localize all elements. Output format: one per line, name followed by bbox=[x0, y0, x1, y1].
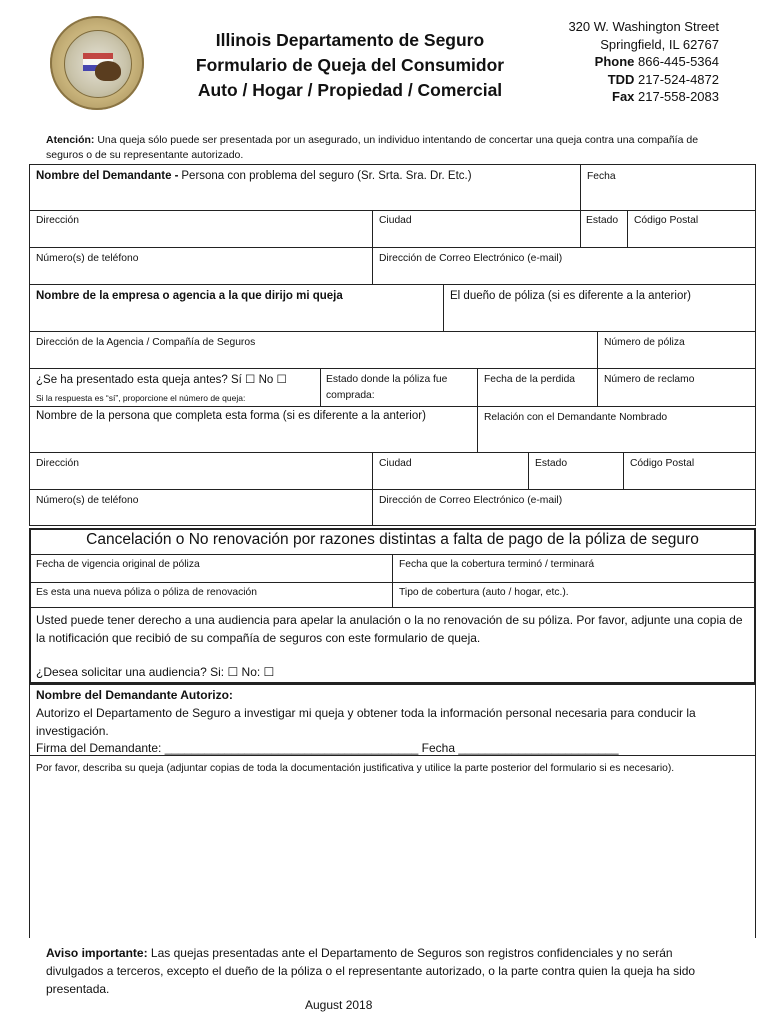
title-line-1: Illinois Departamento de Seguro bbox=[215, 30, 485, 50]
attention-label: Atención: bbox=[46, 134, 95, 146]
title-line-2: Formulario de Queja del Consumidor bbox=[195, 55, 505, 75]
city-field[interactable]: Ciudad bbox=[379, 215, 412, 226]
new-or-renewal-field[interactable]: Es esta una nueva póliza o póliza de renovación bbox=[36, 587, 257, 598]
important-notice bbox=[46, 944, 726, 998]
claim-number-field[interactable]: Número de reclamo bbox=[604, 374, 695, 385]
preparer-zip-field[interactable]: Código Postal bbox=[630, 458, 695, 469]
phone-field[interactable]: Número(s) de teléfono bbox=[36, 253, 139, 264]
agency-address-field[interactable]: Dirección de la Agencia / Compañía de Seguros bbox=[36, 337, 256, 348]
seal-center bbox=[64, 30, 132, 98]
notice-text: Las quejas presentadas ante el Departamento de Seguros son registros confidenciales y no serán divulgados a terceros, excepto el dueño de la póliza o el representante autorizado, o la parte contra quien la queja ha sido presentada. bbox=[46, 946, 696, 996]
state-purchased-field[interactable]: Estado donde la póliza fue comprada: bbox=[326, 374, 448, 401]
hearing-checkboxes[interactable]: ¿Desea solicitar una audiencia? Si: ☐ No: ☐ bbox=[36, 665, 275, 679]
company-field[interactable]: Nombre de la empresa o agencia a la que dirijo mi queja bbox=[36, 290, 343, 302]
email-field[interactable]: Dirección de Correo Electrónico (e-mail) bbox=[379, 253, 563, 264]
address-phone: Phone 866-445-5364 bbox=[594, 54, 719, 69]
notice-label: Aviso importante: bbox=[46, 946, 148, 960]
preparer-address-field[interactable]: Dirección bbox=[36, 458, 79, 469]
preparer-state-field[interactable]: Estado bbox=[535, 458, 568, 469]
address-street: 320 W. Washington Street bbox=[568, 19, 719, 34]
state-seal-logo bbox=[50, 16, 144, 110]
preparer-name-field[interactable]: Nombre de la persona que completa esta forma (si es diferente a la anterior) bbox=[36, 410, 426, 422]
address-tdd: TDD 217-524-4872 bbox=[607, 71, 719, 87]
preparer-phone-field[interactable]: Número(s) de teléfono bbox=[36, 495, 139, 506]
loss-date-field[interactable]: Fecha de la perdida bbox=[484, 374, 576, 385]
form-title bbox=[180, 28, 520, 103]
filed-before-checkboxes[interactable]: ¿Se ha presentado esta queja antes? Sí ☐ No ☐ bbox=[36, 374, 287, 386]
authorization-title: Nombre del Demandante Autorizo: bbox=[36, 688, 233, 702]
relation-field[interactable]: Relación con el Demandante Nombrado bbox=[484, 412, 668, 423]
preparer-email-field[interactable]: Dirección de Correo Electrónico (e-mail) bbox=[379, 495, 563, 506]
hearing-text: Usted puede tener derecho a una audiencia para apelar la anulación o la no renovación de su póliza. Por favor, adjunte una copia de la notificación que recibió de su compañía de seguros con este formulario de queja. bbox=[36, 613, 743, 645]
effective-date-field[interactable]: Fecha de vigencia original de póliza bbox=[36, 559, 200, 570]
describe-complaint-area[interactable]: Por favor, describa su queja (adjuntar copias de toda la documentación justificativa y utilice la parte posterior del formulario si es necesario). bbox=[36, 763, 675, 774]
department-address bbox=[568, 18, 719, 106]
title-line-3: Auto / Hogar / Propiedad / Comercial bbox=[197, 80, 503, 100]
address-fax: Fax 217-558-2083 bbox=[612, 89, 719, 104]
policy-number-field[interactable]: Número de póliza bbox=[604, 337, 685, 348]
preparer-city-field[interactable]: Ciudad bbox=[379, 458, 412, 469]
signature-line[interactable]: Firma del Demandante: ______________________________________ Fecha ________________________ bbox=[36, 741, 619, 755]
coverage-end-field[interactable]: Fecha que la cobertura terminó / terminará bbox=[399, 559, 595, 570]
attention-text: Una queja sólo puede ser presentada por un asegurado, un individuo intentando de concertar una queja contra una compañía de seguros o de su representante autorizado. bbox=[46, 134, 699, 161]
coverage-type-field[interactable]: Tipo de cobertura (auto / hogar, etc.). bbox=[399, 587, 569, 598]
date-field[interactable]: Fecha bbox=[587, 171, 616, 182]
authorization-text: Autorizo el Departamento de Seguro a investigar mi queja y obtener toda la información personal necesaria para conducir la investigación. bbox=[36, 706, 696, 738]
state-field[interactable]: Estado bbox=[586, 215, 619, 226]
claimant-name-field[interactable]: Nombre del Demandante - Persona con problema del seguro (Sr. Srta. Sra. Dr. Etc.) bbox=[36, 170, 472, 182]
filed-before-hint: Si la respuesta es “sí”, proporcione el número de queja: bbox=[36, 393, 246, 403]
zip-field[interactable]: Código Postal bbox=[634, 215, 699, 226]
seal-eagle bbox=[95, 61, 121, 81]
address-field[interactable]: Dirección bbox=[36, 215, 79, 226]
cancellation-title: Cancelación o No renovación por razones distintas a falta de pago de la póliza de seguro bbox=[86, 531, 699, 548]
policy-owner-field[interactable]: El dueño de póliza (si es diferente a la anterior) bbox=[450, 290, 692, 302]
attention-note bbox=[46, 133, 736, 162]
form-date: August 2018 bbox=[305, 998, 373, 1012]
address-city: Springfield, IL 62767 bbox=[600, 36, 719, 52]
